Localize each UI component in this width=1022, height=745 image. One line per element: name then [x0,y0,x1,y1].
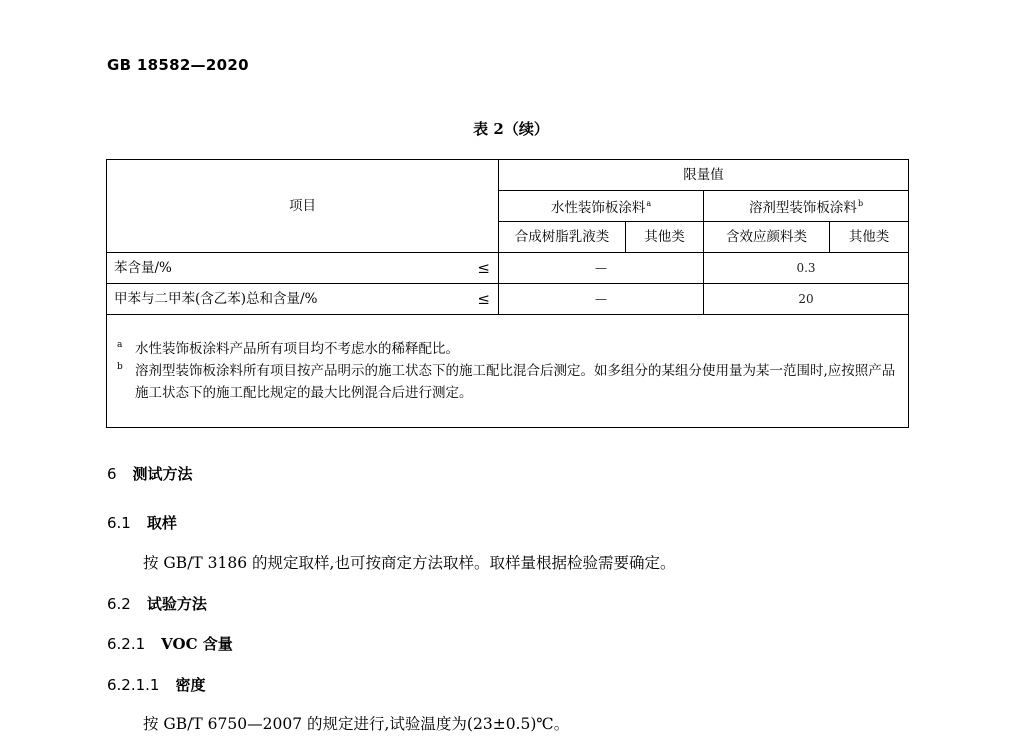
table-row [107,253,909,284]
header-solvent: 溶剂型装饰板涂料$^b$ [704,191,909,222]
sampling-paragraph: 按 GB/T 3186 的规定取样,也可按商定方法取样。取样量根据检验需要确定。 [143,554,676,572]
limits-table [106,159,909,428]
footnote-a: a 水性装饰板涂料产品所有项目均不考虑水的稀释配比。 [117,340,459,357]
standard-number: GB 18582—2020 [107,56,249,74]
row-benzene-solvent: 0.3 [704,253,909,284]
section-6-2-heading: 6.2 试验方法 [107,595,207,613]
table-row [107,284,909,315]
table-caption: 表 2（续） [473,120,549,138]
header-item: 项目 [107,160,499,253]
header-solvent-sub2: 其他类 [830,222,909,253]
header-water-sub2: 其他类 [626,222,704,253]
row-benzene-name: 苯含量/% ≤ [107,253,499,284]
row-toluene-solvent: 20 [704,284,909,315]
row-benzene-water: — [499,253,704,284]
header-solvent-sub1: 含效应颜料类 [704,222,830,253]
section-6-heading: 6 测试方法 [107,465,193,483]
header-water: 水性装饰板涂料$^a$ [499,191,704,222]
row-toluene-water: — [499,284,704,315]
table-footnotes [107,315,909,428]
row-toluene-name: 甲苯与二甲苯(含乙苯)总和含量/% ≤ [107,284,499,315]
section-6-1-heading: 6.1 取样 [107,514,177,532]
section-6-2-1-1-heading: 6.2.1.1 密度 [107,676,206,694]
header-limit: 限量值 [499,160,909,191]
header-water-sub1: 合成树脂乳液类 [499,222,626,253]
density-paragraph: 按 GB/T 6750—2007 的规定进行,试验温度为(23±0.5)℃。 [143,715,570,733]
section-6-2-1-heading: 6.2.1 VOC 含量 [107,635,233,653]
footnote-b: b 溶剂型装饰板涂料所有项目按产品明示的施工状态下的施工配比混合后测定。如多组分的某组分使用量为某一范围时,应按照产品施工状态下的施工配比规定的最大比例混合后进行测定。 [117,362,896,401]
